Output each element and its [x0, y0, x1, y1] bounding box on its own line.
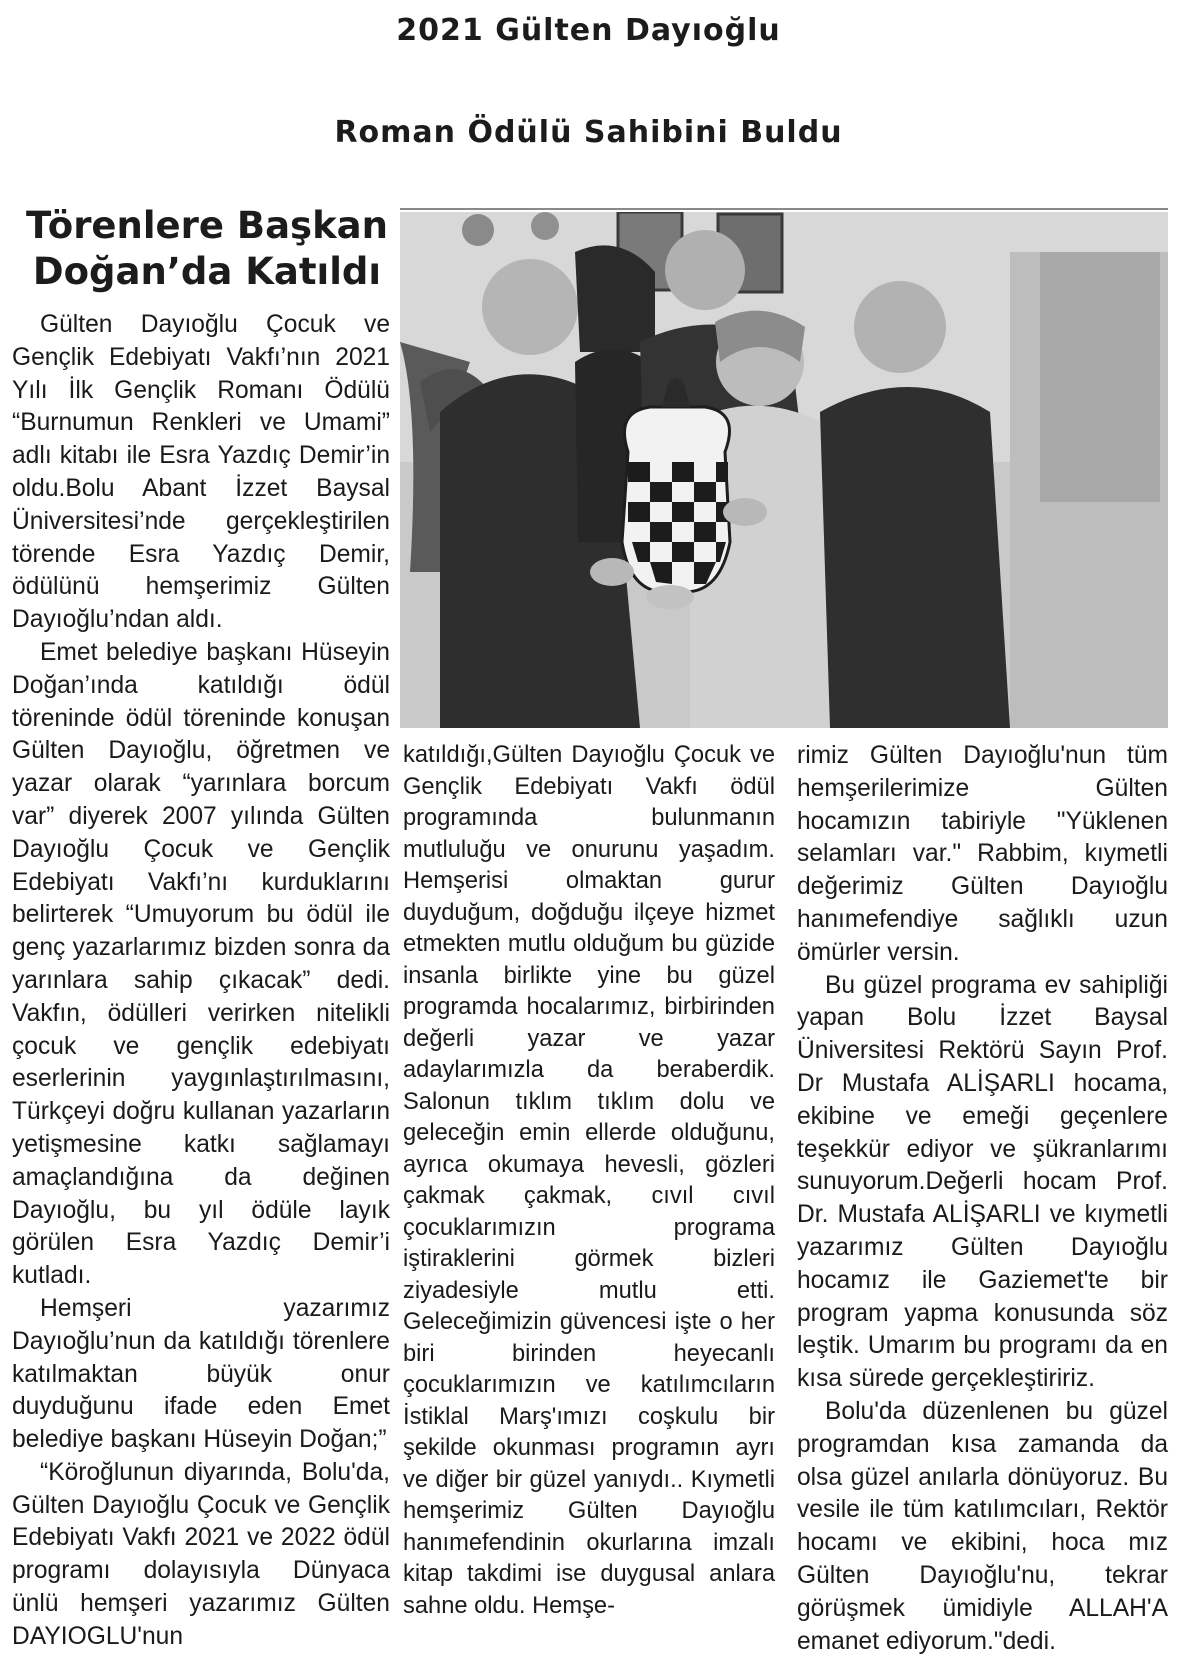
award-ceremony-photo	[400, 212, 1168, 728]
article-paragraph: rimiz Gülten Dayıoğlu'nun tüm hemşerilerimize Gülten hocamızın tabiriyle "Yüklenen selamları var." Rabbim, kıymetli değerimiz Gülten Dayıoğlu hanımefendiye sağlıklı uzun ömürler versin.	[797, 742, 1168, 966]
article-paragraph: Bu güzel programa ev sahipliği yapan Bolu İzzet Baysal Üniversitesi Rektörü Sayın Prof. Dr Mustafa ALİŞARLI hocama, ekibine ve emeği geçenlere teşekkür ediyor ve şükranlarımı sunuyorum.Değerli hocam Prof. Dr. Mustafa ALİŞARLI ve kıymetli yazarımız Gülten Dayıoğlu hocamız ile Gaziemet'te bir program yapma konusunda söz leştik. Umarım bu programı da en kısa sürede gerçekleştiririz.	[797, 971, 1168, 1393]
subheadline: Törenlere Başkan Doğan’da Katıldı	[26, 204, 388, 293]
article-paragraph: Emet belediye başkanı Hüseyin Doğan’ında katıldığı ödül töreninde ödül töreninde konuşan Gülten Dayıoğlu, öğretmen ve yazar olarak “yarınlara borcum var” diyerek 2007 yılında Gülten Dayıoğlu Çocuk ve Gençlik Edebiyatı Vakfı’nı kurduklarını belirterek “Umuyorum bu ödül ile genç yazarlarımız bizden sonra da yarınlara sahip çıkacak” dedi. Vakfın, ödülleri verirken nitelikli çocuk ve gençlik edebiyatı eserlerinin yaygınlaştırılmasını, Türkçeyi doğru kullanan yazarların yetişmesine katkı sağlamayı amaçlandığına da değinen Dayıoğlu, bu yıl ödüle layık görülen Esra Yazdıç Demir’i kutladı.	[12, 638, 390, 1290]
article-paragraph: Hemşeri yazarımız Dayıoğlu’nun da katıldığı törenlere katılmaktan büyük onur duyduğunu ifade eden Emet belediye başkanı Hüseyin Doğan;”	[12, 1294, 390, 1454]
article-column-1	[12, 309, 390, 1654]
article-column-3	[797, 740, 1168, 1658]
headline-line-2: Roman Ödülü Sahibini Buldu	[334, 115, 843, 150]
article-paragraph: “Köroğlunun diyarında, Bolu'da, Gülten Dayıoğlu Çocuk ve Gençlik Edebiyatı Vakfı 2021 ve 2022 ödül programı dolayısıyla Dünyaca ünlü hemşeri yazarımız Gülten DAYIOGLU'nun	[12, 1458, 390, 1650]
article-paragraph: Gülten Dayıoğlu Çocuk ve Gençlik Edebiyatı Vakfı’nın 2021 Yılı İlk Gençlik Romanı Ödülü “Burnumun Renkleri ve Umami” adlı kitabı ile Esra Yazdıç Demir’in oldu.Bolu Abant İzzet Baysal Üniversitesi’nde gerçekleştirilen törende Esra Yazdıç Demir, ödülünü hemşerimiz Gülten Dayıoğlu’ndan aldı.	[12, 311, 390, 634]
headline-line-1: 2021 Gülten Dayıoğlu	[396, 13, 781, 48]
article-paragraph: Bolu'da düzenlenen bu güzel programdan kısa zamanda da olsa güzel anılarla dönüyoruz. Bu vesile ile tüm katılımcıları, Rektör hocamı ve ekibini, hoca mız Gülten Dayıoğlu'nu, tekrar görüşmek ümidiyle ALLAH'A emanet ediyorum."dedi.	[797, 1397, 1168, 1655]
article-paragraph: katıldığı,Gülten Dayıoğlu Çocuk ve Gençlik Edebiyatı Vakfı ödül programında bulunmanın mutluluğu ve onurunu yaşadım. Hemşerisi olmaktan gurur duyduğum, doğduğu ilçeye hizmet etmekten mutlu olduğum bu güzide insanla birlikte yine bu güzel programda hocalarımız, birbirinden değerli yazar ve yazar adaylarımızla da beraberdik. Salonun tıklım tıklım dolu ve geleceğin emin ellerde olduğunu, ayrıca okumaya hevesli, gözleri çakmak çakmak, cıvıl cıvıl çocuklarımızın programa iştiraklerini görmek bizleri ziyadesiyle mutlu etti. Geleceğimizin güvencesi işte o her biri birinden heyecanlı çocuklarımızın ve katılımcıların İstiklal Marş'ımızı coşkulu bir şekilde okunması programın ayrı ve diğer bir güzel yanıydı.. Kıymetli hemşerimiz Gülten Dayıoğlu hanımefendinin okurlarına imzalı kitap takdimi ise duygusal anlara sahne oldu. Hemşe-	[403, 742, 775, 1619]
article-column-2	[403, 740, 775, 1622]
photo-top-rule	[400, 208, 1168, 210]
